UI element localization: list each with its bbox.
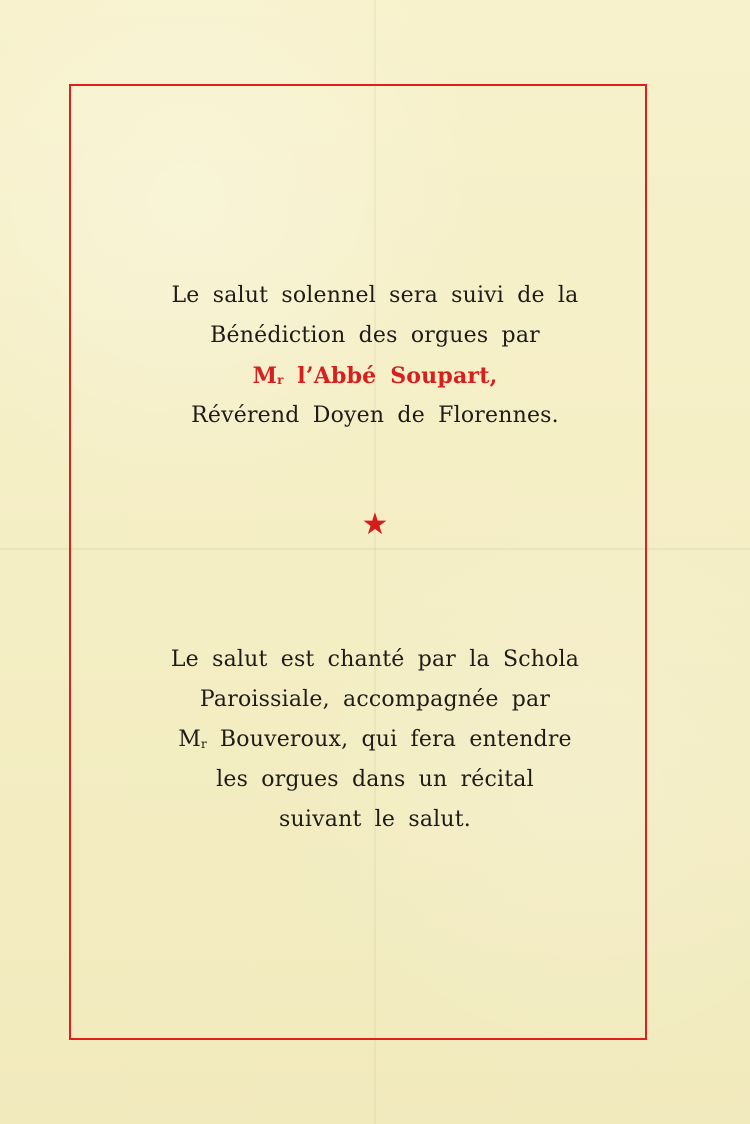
star-separator-icon: ★ [361, 507, 389, 542]
organist-name-line: Bouveroux, qui fera entendre [206, 727, 572, 752]
second-paragraph [0, 640, 750, 840]
organist-line [0, 720, 750, 760]
title-superscript: r [200, 737, 207, 751]
title-superscript: r [277, 373, 284, 387]
title-prefix: M [252, 363, 278, 389]
title-prefix: M [178, 727, 201, 752]
paragraph-line: Révérend Doyen de Florennes. [191, 403, 559, 428]
paragraph-line: Le salut est chanté par la Schola [170, 647, 580, 672]
clergy-name: l’Abbé Soupart, [283, 363, 498, 389]
paragraph-line: Bénédiction des orgues par [210, 323, 540, 348]
paragraph-line: Paroissiale, accompagnée par [199, 687, 551, 712]
clergy-name-line [0, 356, 750, 396]
paragraph-line: suivant le salut. [279, 807, 471, 832]
paragraph-line: les orgues dans un récital [216, 767, 534, 792]
red-border-frame [69, 84, 647, 1040]
first-paragraph [0, 276, 750, 436]
paragraph-line: Le salut solennel sera suivi de la [171, 283, 579, 308]
